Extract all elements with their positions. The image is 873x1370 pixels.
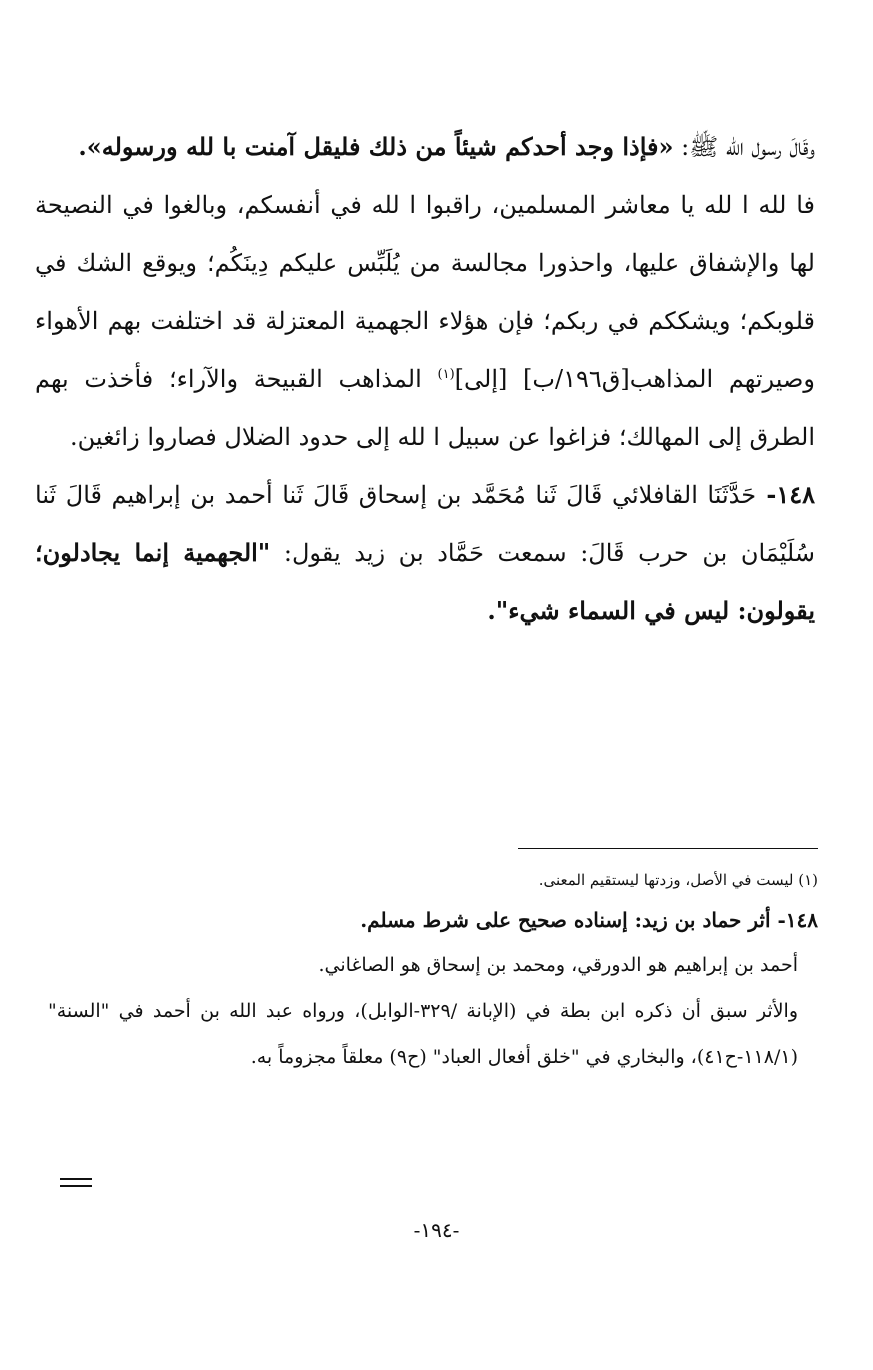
footnote-marker: (١): [437, 367, 455, 382]
hadith-number: ١٤٨-: [756, 480, 815, 509]
para2-text: فا لله ا لله يا معاشر المسلمين، راقبوا ا لله في أنفسكم، وبالغوا في النصيحة لها والإشفاق عليها، واحذورا مجالسة من يُلَبِّس عليكم دِينَكُم؛ ويوقع الشك في قلوبكم؛ ويشككم في ربكم؛ فإن هؤلاء الجهمية المعتزلة قد اختلفت بهم الأهواء وصيرتهم المذاهب[ق١٩٦/ب] [إلى]: [35, 191, 815, 393]
para1-quote: «فإذا وجد أحدكم شيئاً من ذلك فليقل آمنت با لله ورسوله».: [78, 132, 674, 161]
footnote-2-line-2: والأثر سبق أن ذكره ابن بطة في (الإبانة /٣٢٩-الوابل)، ورواه عبد الله بن أحمد في "السنة" (١١٨/١-ح٤١)، والبخاري في "خلق أفعال العباد" (ح٩) معلقاً مجزوماً به.: [48, 1000, 799, 1068]
footnote-2-line-1: أحمد بن إبراهيم هو الدورقي، ومحمد بن إسحاق هو الصاغاني.: [318, 954, 798, 976]
footnote-1: (١) ليست في الأصل، وزدتها ليستقيم المعنى.: [538, 871, 818, 889]
paragraph-1: [35, 118, 815, 176]
paragraph-3: [35, 466, 815, 640]
footnote-2-heading: ١٤٨- أثر حماد بن زيد: إسناده صحيح على شرط مسلم.: [360, 908, 818, 932]
page-number: -١٩٤-: [413, 1218, 460, 1242]
para3-text: حَدَّثَنَا القافلائي قَالَ ثَنا مُحَمَّد بن إسحاق قَالَ ثَنا أحمد بن إبراهيم قَالَ ثَنا سُلَيْمَان بن حرب قَالَ: سمعت حَمَّاد بن زيد يقول:: [35, 481, 815, 567]
para2-rest: المذاهب القبيحة والآراء؛ فأخذت بهم الطرق إلى المهالك؛ فزاغوا عن سبيل ا لله إلى حدود الضلال فصاروا زائغين.: [35, 365, 815, 451]
para3-quote: "الجهمية إنما يجادلون؛ يقولون: ليس في السماء شيء".: [35, 538, 815, 625]
main-text: [35, 118, 815, 640]
footnote-separator: [518, 848, 818, 849]
paragraph-2: [35, 176, 815, 466]
footnotes: [48, 862, 818, 1080]
double-rule-divider: [60, 1178, 92, 1187]
para1-intro: وقَالَ رسول الله ﷺ:: [673, 133, 815, 161]
